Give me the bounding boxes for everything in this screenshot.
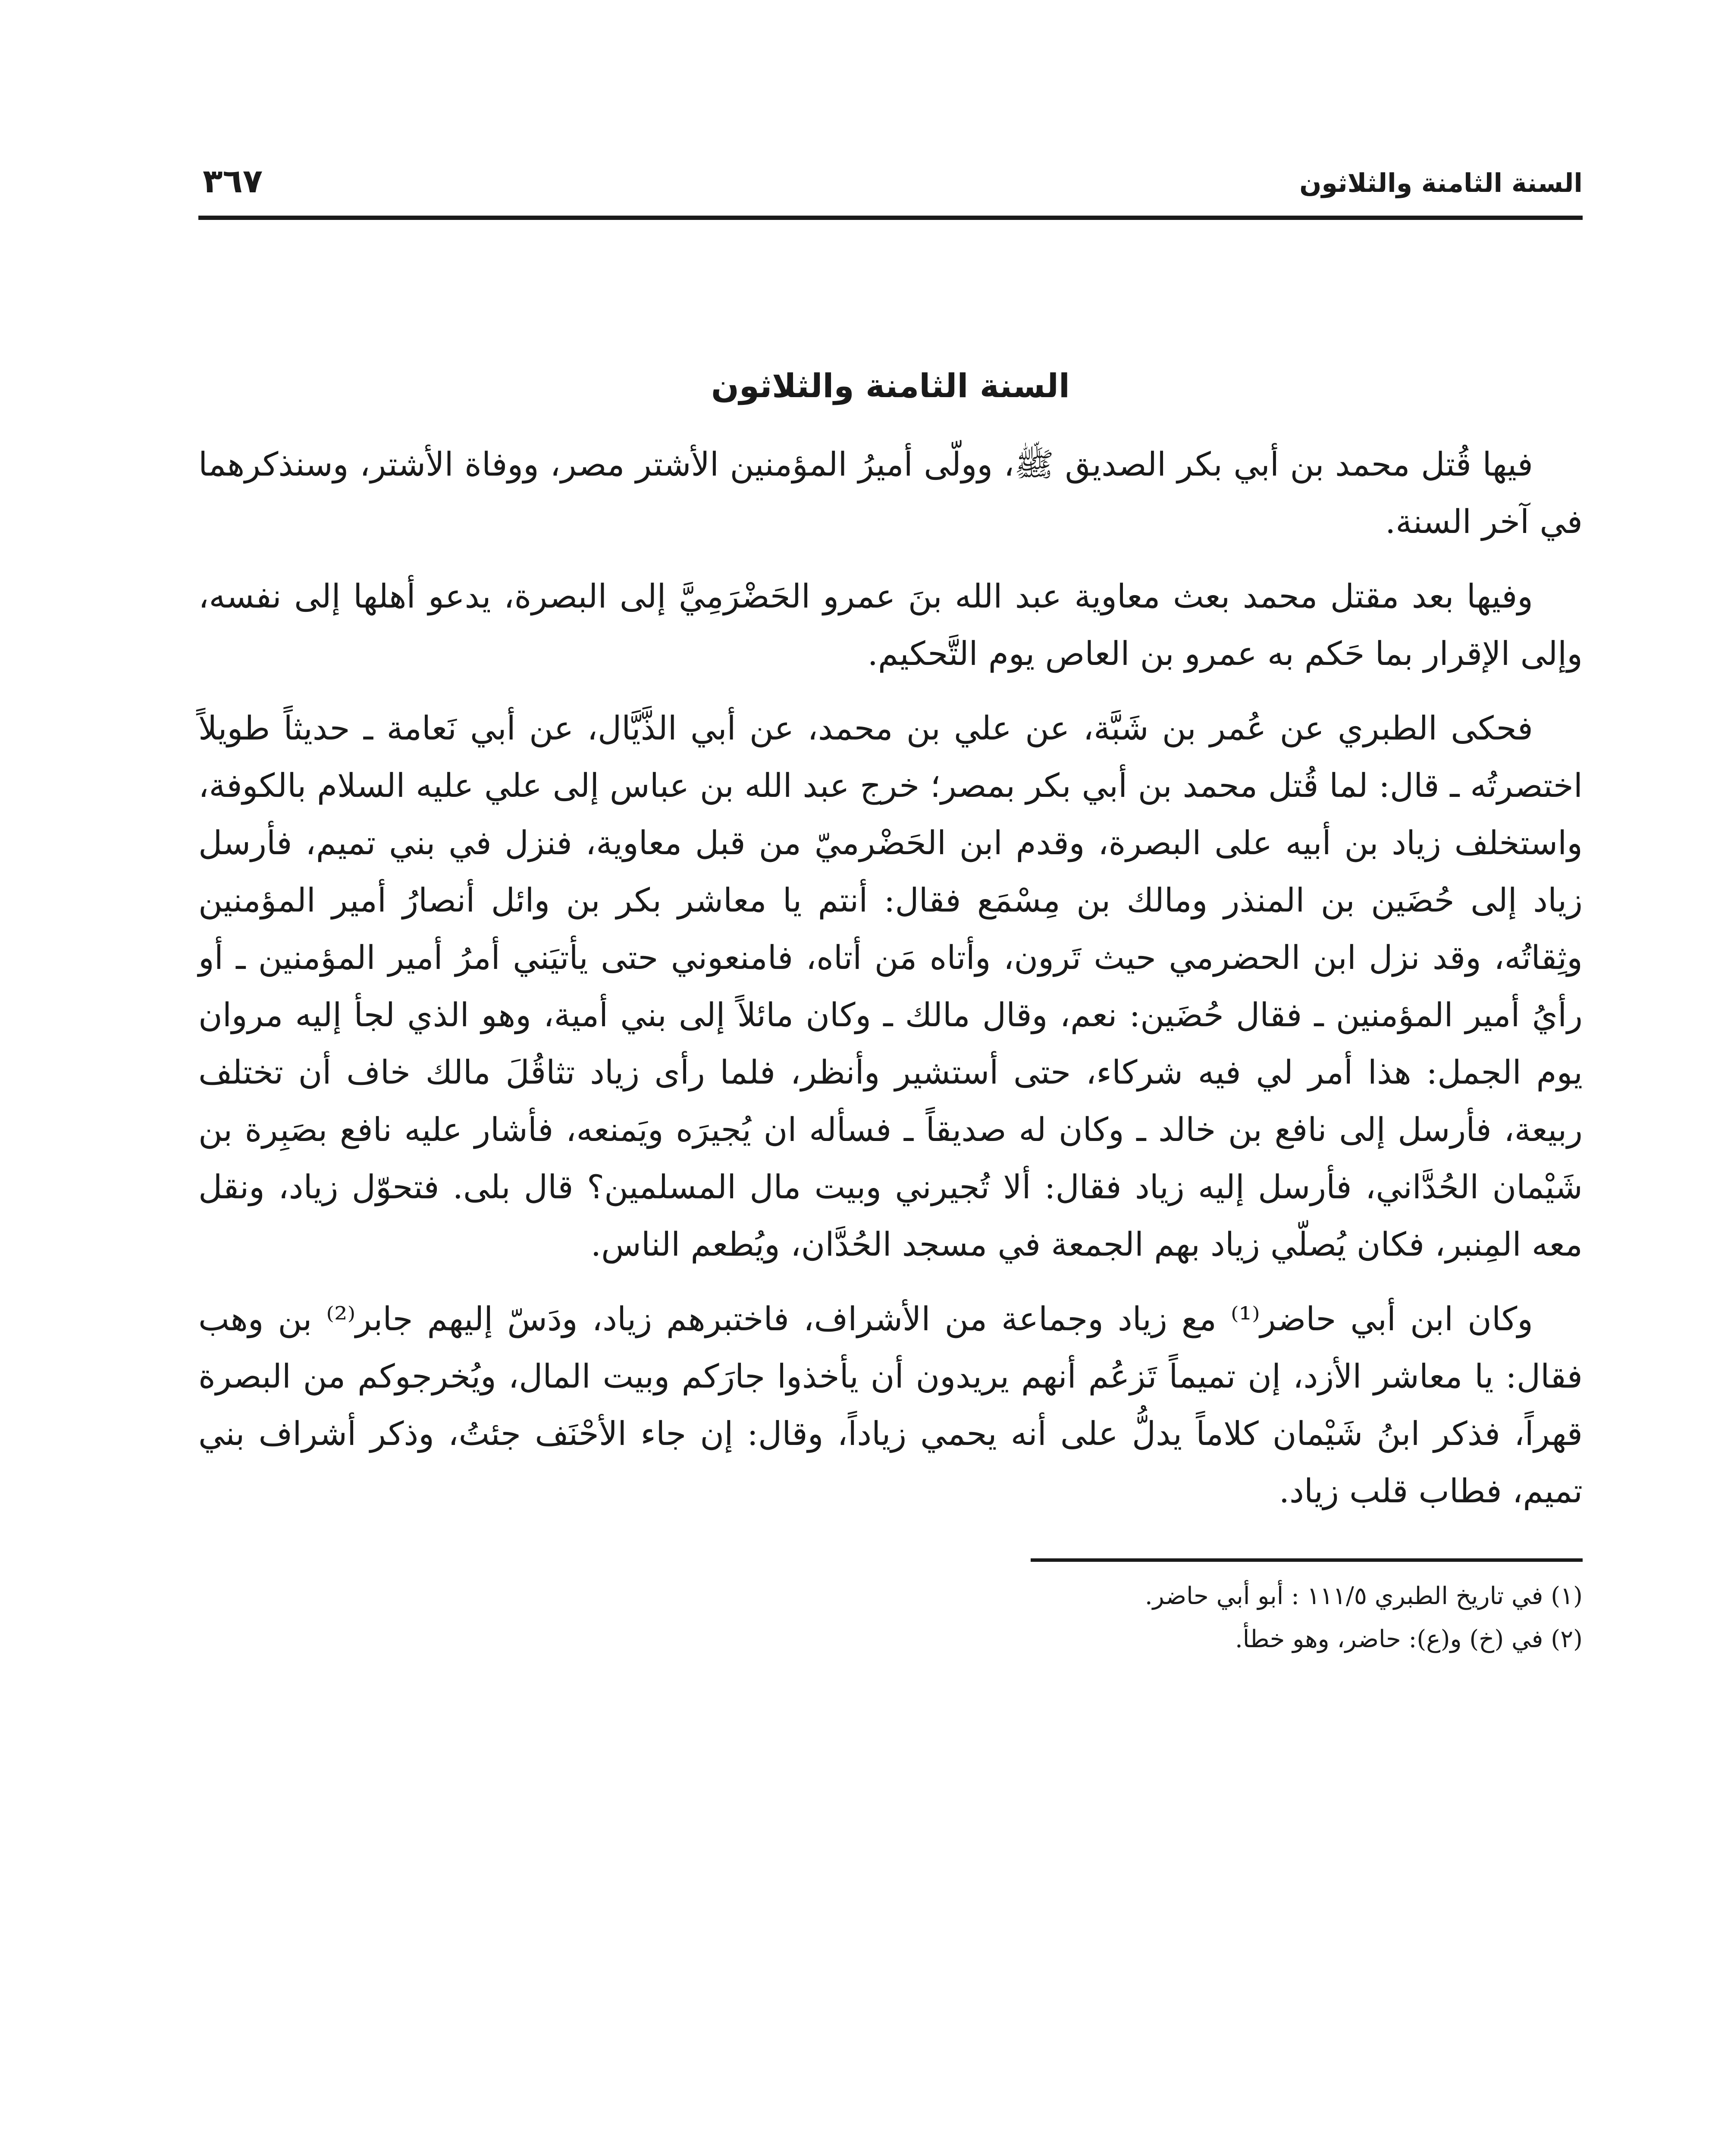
- running-title: السنة الثامنة والثلاثون: [1299, 168, 1583, 198]
- page-number: ٣٦٧: [203, 162, 263, 200]
- book-page: [198, 155, 1583, 2156]
- paragraph: فحكى الطبري عن عُمر بن شَبَّة، عن علي بن محمد، عن أبي الذَّيَّال، عن أبي نَعامة ـ حديثاً طويلاً اختصرتُه ـ قال: لما قُتل محمد بن أبي بكر بمصر؛ خرج عبد الله بن عباس إلى علي عليه السلام بالكوفة، واستخلف زياد بن أبيه على البصرة، وقدم ابن الحَضْرميّ من قبل معاوية، فنزل في بني تميم، فأرسل زياد إلى حُضَين بن المنذر ومالك بن مِسْمَع فقال: أنتم يا معاشر بكر بن وائل أنصارُ أمير المؤمنين وثِقاتُه، وقد نزل ابن الحضرمي حيث تَرون، وأتاه مَن أتاه، فامنعوني حتى يأتيَني أمرُ أمير المؤمنين ـ أو رأيُ أمير المؤمنين ـ فقال حُضَين: نعم، وقال مالك ـ وكان مائلاً إلى بني أمية، وهو الذي لجأ إليه مروان يوم الجمل: هذا أمر لي فيه شركاء، حتى أستشير وأنظر، فلما رأى زياد تثاقُلَ مالك خاف أن تختلف ربيعة، فأرسل إلى نافع بن خالد ـ وكان له صديقاً ـ فسأله ان يُجيرَه ويَمنعه، فأشار عليه نافع بصَبِرة بن شَيْمان الحُدَّاني، فأرسل إليه زياد فقال: ألا تُجيرني وبيت مال المسلمين؟ قال بلى. فتحوّل زياد، ونقل معه المِنبر، فكان يُصلّي زياد بهم الجمعة في مسجد الحُدَّان، ويُطعم الناس.: [198, 709, 1583, 1263]
- paragraph: فيها قُتل محمد بن أبي بكر الصديق ﷺ، وولّى أميرُ المؤمنين الأشتر مصر، ووفاة الأشتر، وسنذكرهما في آخر السنة.: [198, 445, 1583, 541]
- footnote: (٢) في (خ) و(ع): حاضر، وهو خطأ.: [1235, 1625, 1583, 1653]
- footnotes: [198, 1575, 1583, 1661]
- paragraph: وكان ابن أبي حاضر⁽¹⁾ مع زياد وجماعة من الأشراف، فاختبرهم زياد، ودَسّ إليهم جابر⁽²⁾ بن وهب فقال: يا معاشر الأزد، إن تميماً تَزعُم أنهم يريدون أن يأخذوا جارَكم وبيت المال، ويُخرجوكم من البصرة قهراً، فذكر ابنُ شَيْمان كلاماً يدلُّ على أنه يحمي زياداً، وقال: إن جاء الأحْنَف جئتُ، وذكر أشراف بني تميم، فطاب قلب زياد.: [198, 1300, 1583, 1510]
- footnote-separator: [1031, 1558, 1583, 1562]
- running-header: [198, 155, 1583, 220]
- footnote: (١) في تاريخ الطبري ١١١/٥ : أبو أبي حاضر.: [1145, 1582, 1583, 1610]
- body-text: [198, 436, 1583, 1520]
- chapter-title: السنة الثامنة والثلاثون: [711, 367, 1070, 405]
- paragraph: وفيها بعد مقتل محمد بعث معاوية عبد الله بنَ عمرو الحَضْرَمِيَّ إلى البصرة، يدعو أهلها إلى نفسه، وإلى الإقرار بما حَكم به عمرو بن العاص يوم التَّحكيم.: [198, 577, 1583, 673]
